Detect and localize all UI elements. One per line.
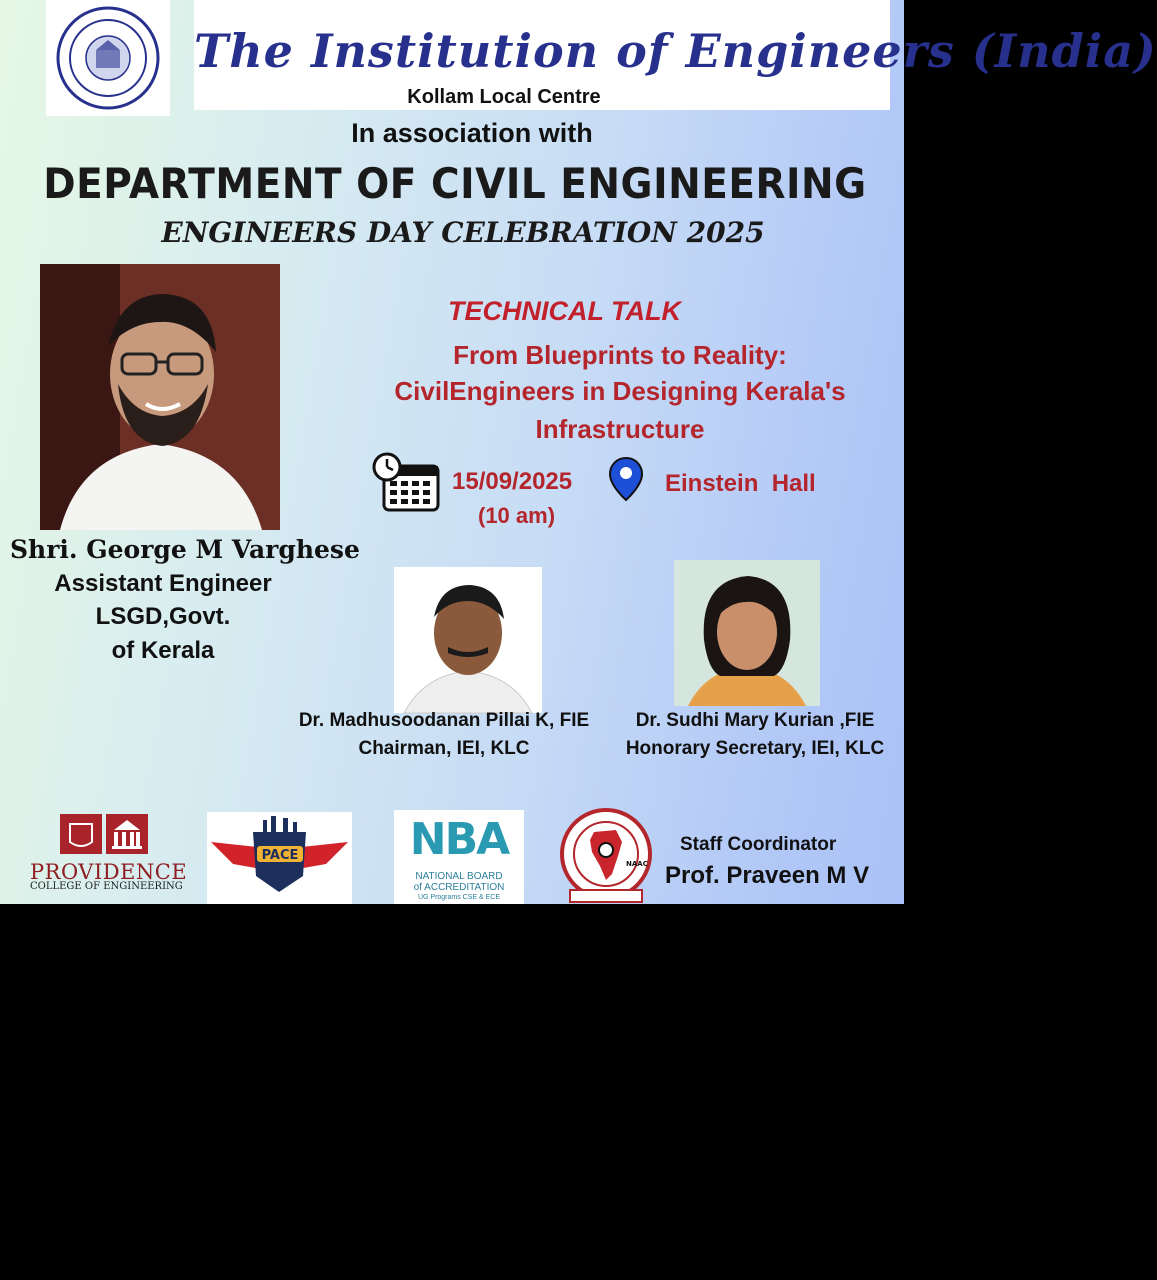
local-centre-subtitle: Kollam Local Centre	[407, 86, 601, 108]
speaker-role: Assistant Engineer	[54, 570, 272, 597]
department-heading: DEPARTMENT OF CIVIL ENGINEERING	[43, 160, 867, 209]
letterbox-bar	[0, 904, 904, 1280]
technical-talk-label: TECHNICAL TALK	[448, 296, 681, 326]
coordinator-label: Staff Coordinator	[680, 834, 837, 855]
secretary-photo	[674, 560, 820, 706]
calendar-clock-icon	[370, 452, 440, 514]
institution-title: The Institution of Engineers (India)	[194, 24, 1157, 78]
naac-logo	[556, 808, 656, 904]
coordinator-name: Prof. Praveen M V	[665, 862, 870, 889]
chairman-role: Chairman, IEI, KLC	[358, 738, 530, 759]
secretary-name: Dr. Sudhi Mary Kurian ,FIE	[635, 710, 875, 731]
nba-line3: UG Programs CSE & ECE	[417, 894, 501, 901]
celebration-heading: ENGINEERS DAY CELEBRATION 2025	[161, 216, 765, 249]
iei-logo	[46, 0, 170, 116]
nba-line1: NATIONAL BOARD	[415, 871, 503, 882]
chairman-photo	[394, 567, 542, 713]
event-venue: Einstein Hall	[665, 470, 816, 497]
topic-line: CivilEngineers in Designing Kerala's	[394, 376, 846, 406]
naac-logo-text: NAAC	[626, 860, 648, 868]
topic-line: Infrastructure	[535, 414, 705, 444]
topic-line: From Blueprints to Reality:	[453, 340, 787, 370]
event-date: 15/09/2025	[452, 468, 573, 495]
location-pin-icon	[608, 456, 644, 502]
nba-letters: NBA	[409, 814, 509, 865]
secretary-role: Honorary Secretary, IEI, KLC	[625, 738, 885, 759]
providence-name: PROVIDENCE	[30, 860, 188, 884]
pace-logo-text: PACE	[261, 848, 299, 863]
speaker-org-line1: LSGD,Govt.	[95, 603, 231, 630]
nba-line2: of ACCREDITATION	[413, 882, 505, 893]
speaker-name: Shri. George M Varghese	[10, 535, 360, 564]
association-text: In association with	[351, 118, 593, 148]
event-time: (10 am)	[478, 503, 556, 528]
pace-logo	[207, 812, 352, 904]
providence-subtitle: COLLEGE OF ENGINEERING	[30, 881, 183, 892]
speaker-org-line2: of Kerala	[111, 637, 215, 664]
speaker-photo	[40, 264, 280, 530]
chairman-name: Dr. Madhusoodanan Pillai K, FIE	[298, 710, 590, 731]
